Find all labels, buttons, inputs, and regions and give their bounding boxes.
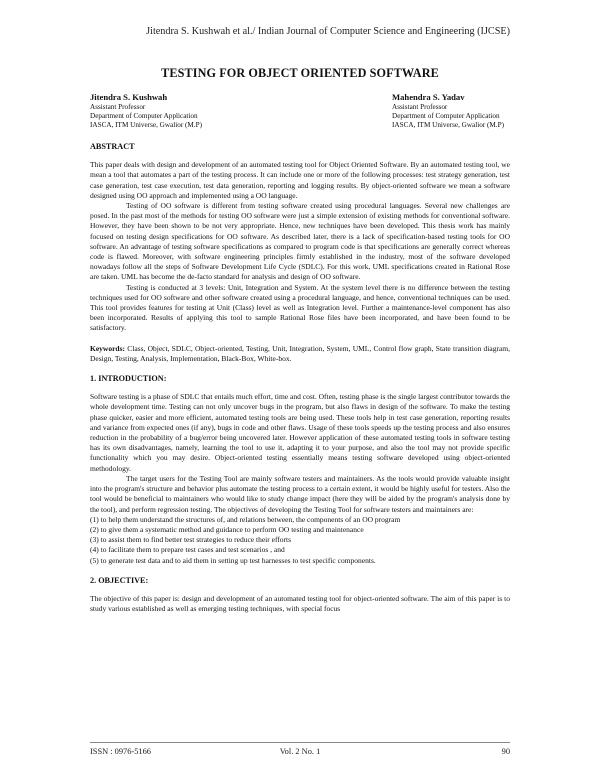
objective-list-item: (2) to give them a systematic method and guidance to perform OO testing and maintenance xyxy=(90,524,364,534)
abstract-paragraph: Testing is conducted at 3 levels: Unit, Integration and System. At the system level there is no difference between the testing techniques used for OO software and other software created using a procedural language, and hence, conventional techniques can be used. This tool provides features for testing at Unit (Class) level as well as Integration level. Further a maintenance-level component has also been incorporated. Results of applying this tool to sample Rational Rose files have been incorporated, and have been found to be satisfactory. xyxy=(90,282,510,333)
abstract-heading: ABSTRACT xyxy=(90,142,135,151)
abstract-paragraph: This paper deals with design and development of an automated testing tool for Object Oriented Software. By an automated testing tool, we mean a tool that automates a part of the testing process. It can include one or more of the following processes: test strategy generation, test case generation, test case execution, test data generation, reporting and logging results. By object-oriented software we mean a software designed using OO approach and implemented using a OO language. xyxy=(90,160,510,200)
author-dept: Department of Computer Application xyxy=(90,112,198,120)
objective-list-item: (5) to generate test data and to aid them in setting up test harnesses to test specific components. xyxy=(90,555,376,565)
author-affiliation: IASCA, ITM Universe, Gwalior (M.P) xyxy=(392,121,504,129)
footer-volume: Vol. 2 No. 1 xyxy=(279,747,321,756)
running-head: Jitendra S. Kushwah et al./ Indian Journal of Computer Science and Engineering (IJCSE) xyxy=(146,26,510,37)
objective-paragraph: The objective of this paper is: design and development of an automated testing tool for object-oriented software. The aim of this paper is to study various established as well as emerging testing techniques, with special focus xyxy=(90,593,510,614)
keywords-text: Class, Object, SDLC, Object-oriented, Testing, Unit, Integration, System, UML, Control flow graph, State transition diagram, Design, Testing, Analysis, Implementation, Black-Box, White-box. xyxy=(90,343,510,363)
objective-list-item: (3) to assist them to find better test strategies to reduce their efforts xyxy=(90,535,292,545)
objective-list-item: (4) to facilitate them to prepare test cases and test scenarios , and xyxy=(90,545,285,555)
keywords xyxy=(90,344,510,364)
author-block-1 xyxy=(90,91,202,130)
keywords-label: Keywords: xyxy=(90,343,125,353)
paper-title: TESTING FOR OBJECT ORIENTED SOFTWARE xyxy=(161,66,439,80)
page-footer xyxy=(90,742,510,756)
objective-list-item: (1) to help them understand the structures of, and relations between, the components of an OO program xyxy=(90,514,401,524)
footer-issn: ISSN : 0976-5166 xyxy=(90,747,151,756)
author-role: Assistant Professor xyxy=(392,103,448,111)
section-heading-introduction: 1. INTRODUCTION: xyxy=(90,374,167,384)
author-dept: Department of Computer Application xyxy=(392,112,500,120)
section-heading-objective: 2. OBJECTIVE: xyxy=(90,575,149,585)
author-name: Jitendra S. Kushwah xyxy=(90,92,168,102)
author-name: Mahendra S. Yadav xyxy=(392,92,465,102)
intro-paragraph: Software testing is a phase of SDLC that entails much effort, time and cost. Often, testing phase is the single largest contributor towards the whole development time. Testing can not only uncover bugs in the program, but also flaws in design of the software. To make the testing phase quicker, easier and more efficient, automated testing tools are being used. These tools help in test case generation, reporting results and variance from expected ones (if any), bugs in code and other flaws. Usage of these tools speeds up the testing process and also ensures reduction in the probability of a bug/error being uncovered later. However application of these automated testing tools in software testing has its own disadvantages, namely, learning the tool to use it, adapting it to your purpose, and also the tool may not provide specific functionality which you may desire. Object-oriented testing essentially means testing software developed using object-oriented methodology. xyxy=(90,392,510,473)
footer-page-number: 90 xyxy=(501,747,510,756)
intro-paragraph: The target users for the Testing Tool are mainly software testers and maintainers. As the tools would provide valuable insight into the program's structure and behavior plus automate the testing process to a certain extent, it would be highly useful for testers. Also the tool would be beneficial to maintainers who would like to study change impact (here they will be aided by the program's analysis done by the tool), and perform regression testing. The objectives of developing the Testing Tool for software testers and maintainers are: xyxy=(90,473,510,514)
abstract-paragraph: Testing of OO software is different from testing software created using procedural languages. Several new challenges are posed. In the past most of the methods for testing OO software were just a simple extension of existing methods for conventional software. However, they have been shown to be not very appropriate. Hence, new techniques have been developed. This thesis work has mainly focused on testing design specifications for OO software. As described later, there is a lack of specification-based testing tools for OO software. An advantage of testing software specifications as compared to program code is that specifications are generally correct whereas code is flawed. Moreover, with software engineering principles firmly established in the industry, most of the software developed nowadays follow all the steps of Software Development Life Cycle (SDLC). For this work, UML specifications created in Rational Rose are taken. UML has become the de-facto standard for analysis and design of OO software. xyxy=(90,201,510,282)
paper-body xyxy=(90,142,510,614)
author-role: Assistant Professor xyxy=(90,103,146,111)
author-block-2 xyxy=(392,91,504,130)
author-affiliation: IASCA, ITM Universe, Gwalior (M.P) xyxy=(90,121,202,129)
